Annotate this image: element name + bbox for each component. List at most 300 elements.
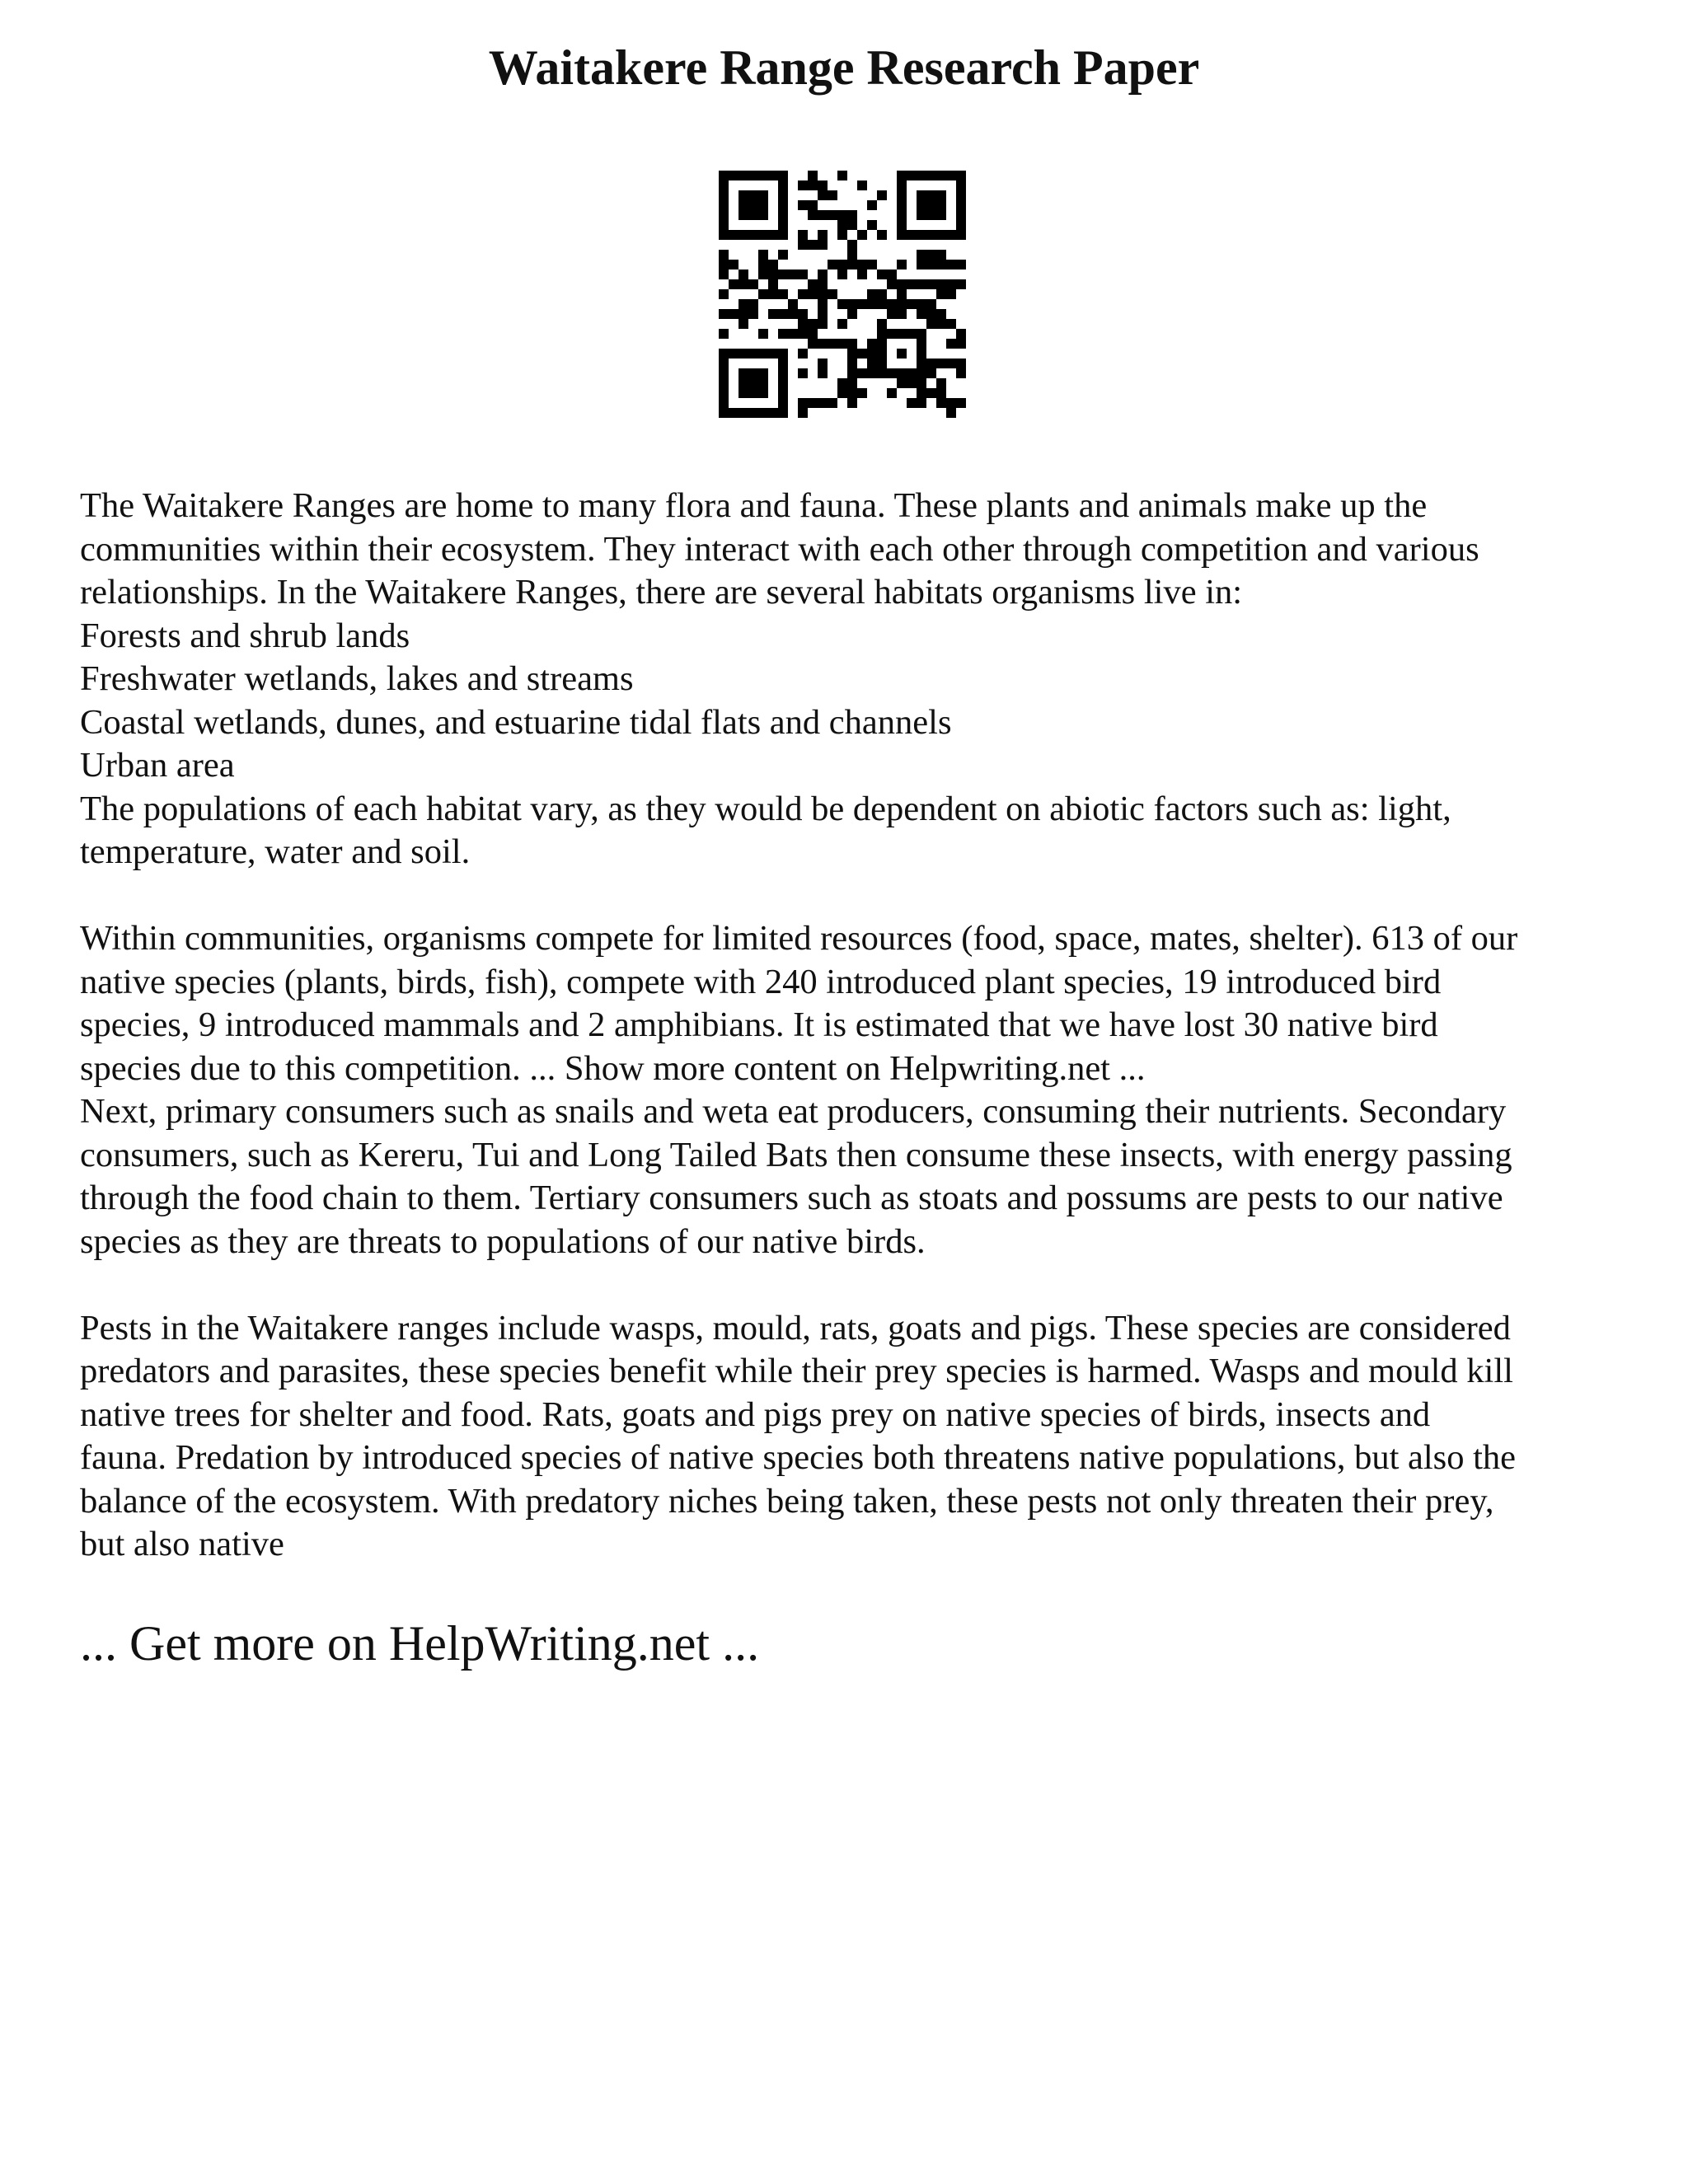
qr-module xyxy=(818,230,828,240)
qr-module xyxy=(956,220,966,230)
qr-module xyxy=(818,190,828,200)
text-line: The Waitakere Ranges are home to many flora and fauna. These plants and animals make up the xyxy=(80,486,1428,525)
qr-module xyxy=(877,339,887,349)
qr-module xyxy=(818,210,828,220)
qr-module xyxy=(729,408,738,418)
qr-module xyxy=(778,230,788,240)
qr-module xyxy=(837,210,847,220)
qr-module xyxy=(907,299,917,309)
qr-module xyxy=(758,329,768,339)
qr-module xyxy=(946,279,956,289)
qr-module xyxy=(778,388,788,398)
qr-module xyxy=(837,378,847,388)
qr-module xyxy=(788,309,798,319)
qr-module xyxy=(847,299,857,309)
qr-module xyxy=(907,230,917,240)
qr-module xyxy=(877,329,887,339)
qr-code-icon xyxy=(719,171,966,418)
qr-module xyxy=(719,388,729,398)
qr-module xyxy=(798,408,808,418)
qr-module xyxy=(719,180,729,190)
qr-module xyxy=(857,388,867,398)
qr-module xyxy=(897,190,907,200)
qr-module xyxy=(907,378,917,388)
text-line: communities within their ecosystem. They interact with each other through competition and various xyxy=(80,529,1479,569)
qr-module xyxy=(808,279,818,289)
qr-module xyxy=(719,349,729,359)
qr-module xyxy=(897,180,907,190)
qr-module xyxy=(926,171,936,180)
qr-module xyxy=(897,299,907,309)
qr-module xyxy=(897,368,907,378)
qr-module xyxy=(768,279,778,289)
qr-module xyxy=(808,319,818,329)
qr-module xyxy=(917,368,926,378)
qr-module xyxy=(936,289,946,299)
qr-module xyxy=(798,368,808,378)
qr-module xyxy=(936,190,946,200)
qr-module xyxy=(867,349,877,359)
qr-module xyxy=(837,388,847,398)
text-line: balance of the ecosystem. With predatory niches being taken, these pests not only threaten their prey, xyxy=(80,1481,1494,1521)
qr-module xyxy=(758,378,768,388)
qr-module xyxy=(837,230,847,240)
qr-module xyxy=(946,319,956,329)
qr-module xyxy=(719,329,729,339)
qr-module xyxy=(778,349,788,359)
qr-module xyxy=(758,349,768,359)
qr-module xyxy=(719,210,729,220)
qr-module xyxy=(778,289,788,299)
qr-module xyxy=(956,339,966,349)
qr-module xyxy=(828,339,837,349)
qr-module xyxy=(818,269,828,279)
qr-module xyxy=(867,289,877,299)
qr-module xyxy=(798,240,808,250)
qr-module xyxy=(837,220,847,230)
qr-module xyxy=(936,398,946,408)
qr-module xyxy=(887,329,897,339)
qr-module xyxy=(917,378,926,388)
qr-module xyxy=(748,368,758,378)
text-line: Coastal wetlands, dunes, and estuarine tidal flats and channels xyxy=(80,702,952,742)
qr-module xyxy=(828,398,837,408)
qr-module xyxy=(837,171,847,180)
qr-module xyxy=(936,378,946,388)
qr-module xyxy=(887,368,897,378)
qr-module xyxy=(926,309,936,319)
paragraph-gap xyxy=(80,1263,1629,1307)
text-line: Next, primary consumers such as snails and weta eat producers, consuming their nutrients. Secondary xyxy=(80,1092,1507,1131)
qr-module xyxy=(818,279,828,289)
qr-module xyxy=(956,230,966,240)
qr-module xyxy=(946,359,956,368)
qr-module xyxy=(847,368,857,378)
qr-module xyxy=(917,200,926,210)
qr-module xyxy=(867,299,877,309)
qr-module xyxy=(857,260,867,269)
qr-module xyxy=(768,309,778,319)
qr-module xyxy=(857,180,867,190)
text-line: native trees for shelter and food. Rats, goats and pigs prey on native species of birds, insects and xyxy=(80,1394,1431,1434)
qr-module xyxy=(956,210,966,220)
qr-module xyxy=(729,349,738,359)
qr-module xyxy=(729,279,738,289)
qr-module xyxy=(828,210,837,220)
qr-module xyxy=(887,388,897,398)
qr-module xyxy=(778,309,788,319)
qr-module xyxy=(818,299,828,309)
qr-module xyxy=(719,408,729,418)
qr-module xyxy=(917,398,926,408)
qr-module xyxy=(897,349,907,359)
qr-module xyxy=(877,190,887,200)
qr-module xyxy=(946,171,956,180)
qr-module xyxy=(946,339,956,349)
qr-module xyxy=(748,210,758,220)
qr-module xyxy=(867,260,877,269)
qr-module xyxy=(867,368,877,378)
qr-module xyxy=(738,309,748,319)
qr-module xyxy=(828,190,837,200)
qr-module xyxy=(768,171,778,180)
qr-module xyxy=(887,309,897,319)
qr-module xyxy=(738,388,748,398)
qr-module xyxy=(818,368,828,378)
qr-module xyxy=(738,190,748,200)
qr-module xyxy=(719,200,729,210)
qr-module xyxy=(738,408,748,418)
qr-module xyxy=(778,210,788,220)
qr-module xyxy=(897,378,907,388)
qr-module xyxy=(837,339,847,349)
qr-module xyxy=(778,200,788,210)
qr-module xyxy=(719,260,729,269)
qr-module xyxy=(719,220,729,230)
qr-module xyxy=(808,398,818,408)
qr-module xyxy=(719,250,729,260)
qr-module xyxy=(917,279,926,289)
qr-module xyxy=(798,269,808,279)
qr-module xyxy=(907,329,917,339)
qr-code xyxy=(719,171,966,418)
qr-module xyxy=(729,309,738,319)
qr-module xyxy=(719,190,729,200)
qr-module xyxy=(936,388,946,398)
qr-module xyxy=(867,359,877,368)
qr-module xyxy=(778,250,788,260)
qr-module xyxy=(917,359,926,368)
qr-module xyxy=(758,269,768,279)
qr-module xyxy=(877,359,887,368)
qr-module xyxy=(798,349,808,359)
qr-module xyxy=(748,190,758,200)
qr-module xyxy=(798,200,808,210)
qr-module xyxy=(768,260,778,269)
qr-module xyxy=(748,299,758,309)
qr-module xyxy=(738,171,748,180)
qr-module xyxy=(828,289,837,299)
qr-module xyxy=(758,230,768,240)
qr-module xyxy=(758,200,768,210)
qr-module xyxy=(857,230,867,240)
qr-module xyxy=(936,319,946,329)
qr-module xyxy=(917,230,926,240)
qr-module xyxy=(778,378,788,388)
text-line: Urban area xyxy=(80,746,235,785)
qr-module xyxy=(748,230,758,240)
qr-module xyxy=(877,349,887,359)
paragraph-gap xyxy=(80,874,1629,918)
qr-module xyxy=(837,260,847,269)
qr-module xyxy=(917,388,926,398)
text-line: Forests and shrub lands xyxy=(80,616,410,655)
qr-module xyxy=(926,299,936,309)
qr-module xyxy=(818,398,828,408)
qr-module xyxy=(798,230,808,240)
qr-module xyxy=(936,260,946,269)
qr-module xyxy=(956,200,966,210)
qr-module xyxy=(738,210,748,220)
qr-module xyxy=(788,329,798,339)
qr-module xyxy=(778,398,788,408)
qr-module xyxy=(748,171,758,180)
qr-module xyxy=(877,269,887,279)
qr-module xyxy=(946,408,956,418)
qr-module xyxy=(936,210,946,220)
paragraph xyxy=(80,485,1629,874)
qr-module xyxy=(847,260,857,269)
qr-module xyxy=(808,171,818,180)
text-line: but also native xyxy=(80,1525,284,1563)
qr-module xyxy=(758,260,768,269)
qr-module xyxy=(719,398,729,408)
qr-module xyxy=(719,368,729,378)
qr-module xyxy=(719,378,729,388)
qr-module xyxy=(837,299,847,309)
qr-module xyxy=(748,378,758,388)
qr-module xyxy=(897,289,907,299)
qr-module xyxy=(877,289,887,299)
qr-module xyxy=(857,368,867,378)
qr-module xyxy=(926,368,936,378)
qr-module xyxy=(926,388,936,398)
qr-module xyxy=(818,309,828,319)
text-line: consumers, such as Kereru, Tui and Long Tailed Bats then consume these insects, with energy passing xyxy=(80,1135,1512,1174)
qr-module xyxy=(877,230,887,240)
qr-module xyxy=(808,200,818,210)
qr-module xyxy=(748,349,758,359)
qr-module xyxy=(926,210,936,220)
qr-module xyxy=(719,171,729,180)
qr-module xyxy=(818,180,828,190)
qr-module xyxy=(857,349,867,359)
qr-module xyxy=(847,210,857,220)
qr-module xyxy=(837,319,847,329)
text-line: native species (plants, birds, fish), compete with 240 introduced plant species, 19 introduced bird xyxy=(80,962,1442,1001)
qr-module xyxy=(926,260,936,269)
qr-module xyxy=(946,289,956,299)
qr-module xyxy=(956,398,966,408)
qr-module xyxy=(956,279,966,289)
text-line: through the food chain to them. Tertiary consumers such as stoats and possums are pests to our native xyxy=(80,1179,1503,1217)
qr-module xyxy=(818,319,828,329)
qr-module xyxy=(926,279,936,289)
qr-module xyxy=(748,279,758,289)
qr-module xyxy=(778,329,788,339)
qr-module xyxy=(758,190,768,200)
qr-module xyxy=(847,309,857,319)
qr-module xyxy=(857,269,867,279)
qr-module xyxy=(798,289,808,299)
qr-module xyxy=(738,378,748,388)
qr-module xyxy=(738,230,748,240)
qr-module xyxy=(926,319,936,329)
qr-module xyxy=(778,359,788,368)
text-line: The populations of each habitat vary, as they would be dependent on abiotic factors such as: light, xyxy=(80,789,1451,828)
qr-module xyxy=(936,230,946,240)
qr-module xyxy=(778,368,788,378)
qr-module xyxy=(748,388,758,398)
page-title: Waitakere Range Research Paper xyxy=(488,40,1200,95)
get-more-link[interactable]: ... Get more on HelpWriting.net ... xyxy=(80,1616,760,1671)
qr-module xyxy=(847,220,857,230)
qr-module xyxy=(946,260,956,269)
qr-module xyxy=(768,289,778,299)
qr-module xyxy=(729,171,738,180)
qr-module xyxy=(917,250,926,260)
qr-module xyxy=(917,329,926,339)
text-line: temperature, water and soil. xyxy=(80,832,471,871)
qr-module xyxy=(808,329,818,339)
qr-module xyxy=(887,299,897,309)
qr-module xyxy=(897,210,907,220)
qr-module xyxy=(897,230,907,240)
qr-module xyxy=(936,200,946,210)
qr-module xyxy=(748,408,758,418)
qr-module xyxy=(926,359,936,368)
text-line: Pests in the Waitakere ranges include wasps, mould, rats, goats and pigs. These species are considered xyxy=(80,1308,1511,1347)
qr-module xyxy=(867,220,877,230)
qr-module xyxy=(847,378,857,388)
qr-module xyxy=(788,269,798,279)
qr-module xyxy=(936,309,946,319)
qr-module xyxy=(837,269,847,279)
qr-module xyxy=(917,190,926,200)
qr-module xyxy=(956,260,966,269)
qr-module xyxy=(808,210,818,220)
qr-module xyxy=(738,319,748,329)
qr-module xyxy=(956,368,966,378)
qr-module xyxy=(719,289,729,299)
qr-module xyxy=(738,349,748,359)
qr-module xyxy=(798,309,808,319)
qr-module xyxy=(887,269,897,279)
qr-module xyxy=(946,230,956,240)
qr-module xyxy=(808,339,818,349)
qr-module xyxy=(887,279,897,289)
qr-module xyxy=(956,171,966,180)
qr-module xyxy=(788,299,798,309)
qr-module xyxy=(748,200,758,210)
qr-module xyxy=(926,250,936,260)
qr-module xyxy=(778,180,788,190)
qr-module xyxy=(926,190,936,200)
qr-module xyxy=(847,339,857,349)
qr-module xyxy=(729,230,738,240)
qr-module xyxy=(847,359,857,368)
qr-module xyxy=(778,190,788,200)
qr-module xyxy=(917,349,926,359)
qr-module xyxy=(768,408,778,418)
qr-module xyxy=(798,398,808,408)
qr-module xyxy=(926,230,936,240)
qr-module xyxy=(818,240,828,250)
qr-module xyxy=(808,240,818,250)
qr-module xyxy=(907,279,917,289)
text-line: predators and parasites, these species benefit while their prey species is harmed. Wasps and mould kill xyxy=(80,1352,1513,1390)
qr-module xyxy=(758,408,768,418)
qr-module xyxy=(847,250,857,260)
qr-module xyxy=(877,368,887,378)
qr-module xyxy=(956,329,966,339)
qr-module xyxy=(956,180,966,190)
article-body xyxy=(80,485,1629,1567)
qr-module xyxy=(936,250,946,260)
qr-module xyxy=(956,190,966,200)
qr-module xyxy=(798,180,808,190)
qr-module xyxy=(917,260,926,269)
qr-module xyxy=(818,339,828,349)
qr-module xyxy=(907,171,917,180)
qr-module xyxy=(897,279,907,289)
qr-module xyxy=(768,269,778,279)
qr-module xyxy=(748,309,758,319)
qr-module xyxy=(758,388,768,398)
qr-module xyxy=(897,329,907,339)
qr-module xyxy=(768,349,778,359)
qr-module xyxy=(857,299,867,309)
qr-module xyxy=(778,408,788,418)
qr-module xyxy=(897,220,907,230)
qr-module xyxy=(936,279,946,289)
qr-module xyxy=(778,171,788,180)
qr-module xyxy=(758,250,768,260)
qr-module xyxy=(778,220,788,230)
qr-module xyxy=(956,359,966,368)
paragraph xyxy=(80,917,1629,1263)
qr-module xyxy=(847,398,857,408)
text-line: species as they are threats to populations of our native birds. xyxy=(80,1221,926,1261)
qr-module xyxy=(847,349,857,359)
qr-module xyxy=(758,289,768,299)
qr-module xyxy=(768,230,778,240)
qr-module xyxy=(738,269,748,279)
qr-module xyxy=(808,289,818,299)
text-line: relationships. In the Waitakere Ranges, there are several habitats organisms live in: xyxy=(80,573,1243,612)
paragraph xyxy=(80,1307,1629,1567)
qr-module xyxy=(917,210,926,220)
qr-module xyxy=(877,299,887,309)
qr-module xyxy=(907,368,917,378)
qr-module xyxy=(729,260,738,269)
qr-module xyxy=(798,329,808,339)
qr-module xyxy=(867,339,877,349)
qr-module xyxy=(867,200,877,210)
qr-module xyxy=(917,171,926,180)
text-line: Freshwater wetlands, lakes and streams xyxy=(80,659,634,698)
qr-module xyxy=(808,180,818,190)
